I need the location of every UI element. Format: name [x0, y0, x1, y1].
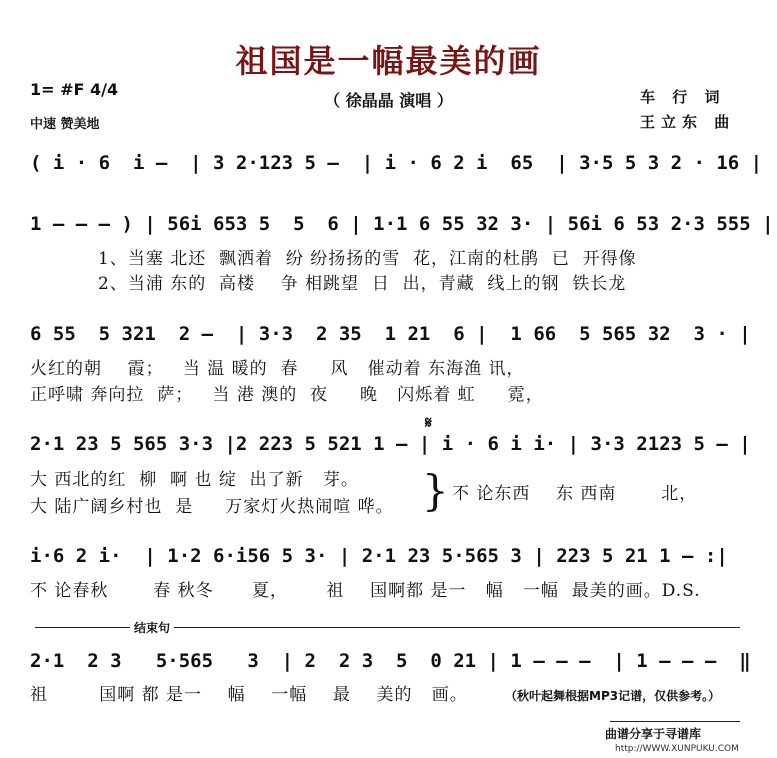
lyric-ending: 祖 国啊 都 是一 幅 一幅 最 美的 画。 — [30, 685, 468, 705]
music-line-4: 2·1 23 5 565 3·3 |2 223 5 521 1 – | i · 6 i i· | 3·3 2123 5 – | — [30, 433, 751, 455]
composer-credit: 王立东 曲 — [640, 113, 736, 131]
watermark-text: 曲谱分享于寻谱库 — [605, 727, 702, 741]
watermark-rule — [610, 721, 740, 722]
lyric-verse2-line1: 2、当浦 东的 高楼 争 相跳望 日 出，青藏 线上的钢 铁长龙 — [98, 274, 627, 294]
song-title: 祖国是一幅最美的画 — [235, 42, 542, 80]
lyric-verse1-line1: 1、当塞 北还 飘洒着 纷 纷扬扬的雪 花，江南的杜鹃 已 开得像 — [98, 249, 637, 269]
lyric-refrain-line2: 不 论春秋 春 秋冬 夏， 祖 国啊都 是一 幅 一幅 最美的画。D.S. — [30, 581, 701, 601]
ending-label: 结束句 — [130, 619, 174, 636]
music-line-3: 6 55 5 321 2 – | 3·3 2 35 1 21 6 | 1 66 5 565 32 3 · | — [30, 323, 751, 345]
lyric-verse2-line2: 正呼啸 奔向拉 萨； 当 港 澳的 夜 晚 闪烁着 虹 霓， — [30, 385, 544, 405]
segno-sign: 𝄋 — [425, 413, 432, 432]
verse-brace: } — [422, 466, 449, 515]
lyric-verse1-line2: 火红的朝 霞； 当 温 暖的 春 风 催动着 东海渔 讯， — [30, 359, 525, 379]
lyricist-credit: 车 行 词 — [640, 88, 726, 106]
lyric-verse2-line3: 大 陆广阔乡村也 是 万家灯火热闹喧 哗。 — [30, 497, 394, 517]
music-line-ending: 2·1 2 3 5·565 3 | 2 2 3 5 0 21 | 1 – – – | 1 – – – ‖ — [30, 650, 751, 672]
tempo-marking: 中速 赞美地 — [30, 117, 100, 132]
music-line-1: ( i · 6 i – | 3 2·123 5 – | i · 6 2 i 65 | 3·5 5 3 2 · 16 | — [30, 152, 763, 174]
transcription-note: （秋叶起舞根据MP3记谱，仅供参考。） — [505, 689, 721, 703]
lyric-verse1-line3: 大 西北的红 柳 啊 也 绽 出了新 芽。 — [30, 470, 359, 490]
singer-credit: （ 徐晶晶 演唱 ） — [324, 91, 453, 110]
music-line-2: 1 – – – ) | 56i 653 5 5 6 | 1·1 6 55 32 3· | 56i 6 53 2·3 555 | — [30, 213, 774, 235]
watermark-url: http://WWW.XUNPUKU.COM — [615, 744, 739, 754]
key-signature: 1= #F 4/4 — [30, 80, 119, 99]
lyric-refrain-line1: 不 论东西 东 西南 北， — [452, 484, 698, 504]
music-line-5: i·6 2 i· | 1·2 6·i56 5 3· | 2·1 23 5·565 3 | 223 5 21 1 – :| — [30, 545, 728, 567]
